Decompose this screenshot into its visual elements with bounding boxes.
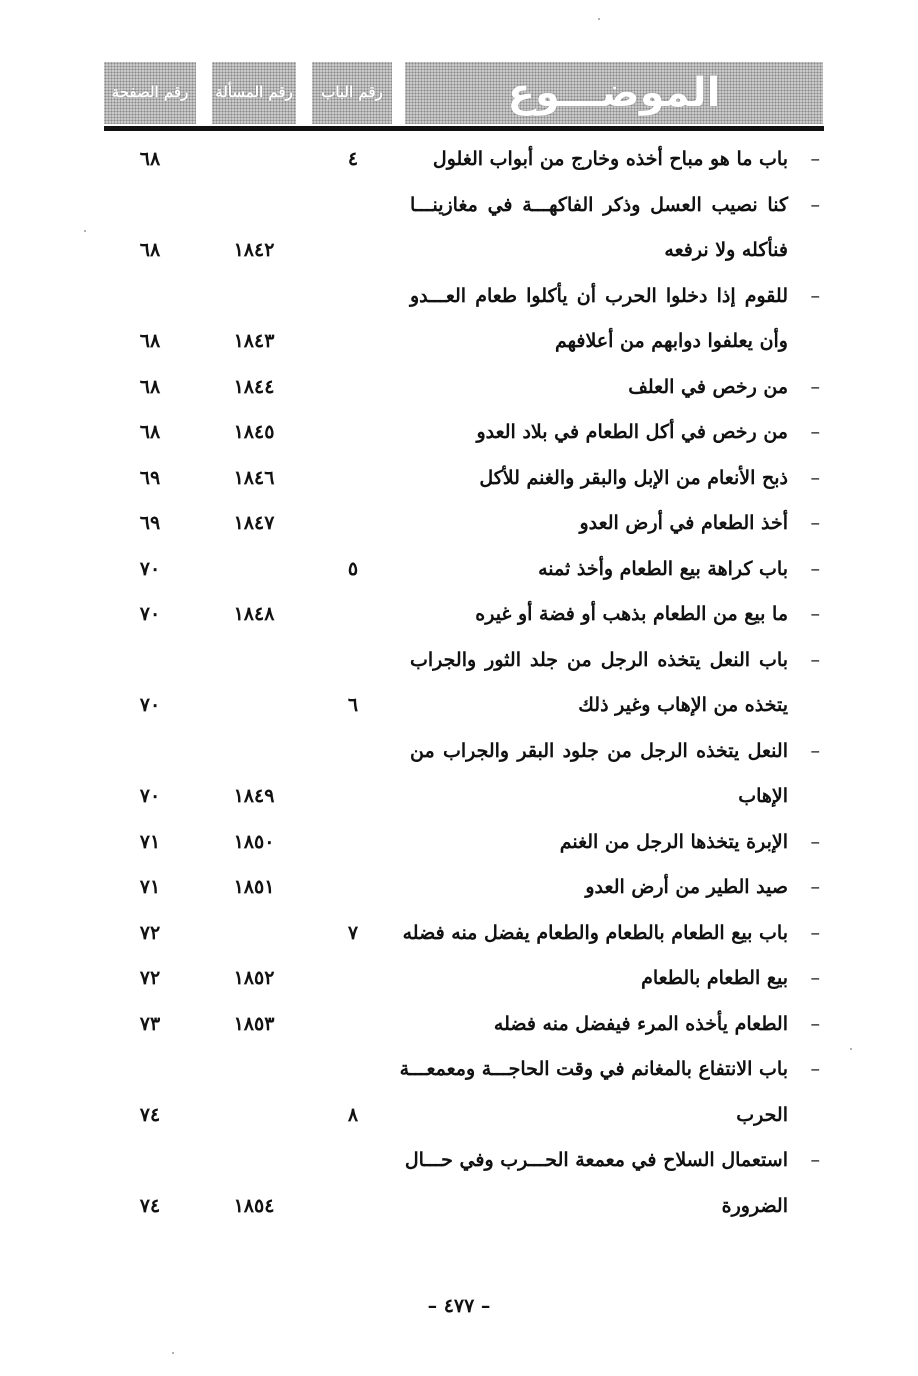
issue-number: ١٨٤٥ bbox=[233, 421, 275, 443]
chapter-number: ٦ bbox=[347, 694, 359, 716]
bullet-dash: – bbox=[810, 830, 820, 853]
topic-text: الطعام يأخذه المرء فيفضل منه فضله bbox=[493, 1012, 788, 1035]
table-row bbox=[0, 1005, 918, 1051]
page-number-cell: ٧٠ bbox=[139, 785, 161, 807]
topic-text: الإهاب bbox=[738, 785, 788, 807]
bullet-dash: – bbox=[810, 375, 820, 398]
page-number-cell: ٦٨ bbox=[139, 330, 161, 352]
bullet-dash: – bbox=[810, 967, 820, 989]
page-number-cell: ٧٠ bbox=[139, 557, 161, 580]
issue-number: ١٨٥٢ bbox=[233, 967, 275, 989]
bullet-dash: – bbox=[810, 921, 820, 944]
table-row bbox=[0, 459, 918, 505]
table-row bbox=[0, 1187, 918, 1233]
page-number-cell: ٧٠ bbox=[139, 694, 161, 716]
page-number-cell: ٦٩ bbox=[139, 466, 161, 489]
page-number-cell: ٧١ bbox=[139, 876, 161, 898]
bullet-dash: – bbox=[810, 421, 820, 443]
scan-speck bbox=[172, 1352, 174, 1354]
topic-text: صيد الطير من أرض العدو bbox=[585, 876, 788, 898]
page-number-cell: ٧١ bbox=[139, 830, 161, 853]
table-row bbox=[0, 1096, 918, 1142]
issue-number: ١٨٤٤ bbox=[233, 375, 275, 398]
page-number-cell: ٧٤ bbox=[139, 1194, 161, 1217]
issue-number: ١٨٤٣ bbox=[233, 330, 275, 352]
topic-text: باب كراهة بيع الطعام وأخذ ثمنه bbox=[538, 557, 788, 580]
page-number-cell: ٦٨ bbox=[139, 239, 161, 261]
bullet-dash: – bbox=[810, 512, 820, 534]
page-number-cell: ٦٨ bbox=[139, 375, 161, 398]
table-row bbox=[0, 823, 918, 869]
scan-speck bbox=[850, 1048, 852, 1050]
issue-number: ١٨٤٧ bbox=[233, 512, 275, 534]
topic-text: من رخص في العلف bbox=[628, 375, 788, 398]
table-row bbox=[0, 413, 918, 459]
topic-text: باب بيع الطعام بالطعام والطعام يفضل منه فضله bbox=[402, 921, 788, 944]
issue-number: ١٨٤٢ bbox=[233, 239, 275, 261]
topic-text: وأن يعلفوا دوابهم من أعلافهم bbox=[554, 330, 788, 352]
scan-speck bbox=[598, 18, 600, 20]
table-row bbox=[0, 550, 918, 596]
chapter-number: ٨ bbox=[347, 1103, 359, 1126]
issue-number: ١٨٤٨ bbox=[233, 603, 275, 625]
table-row bbox=[0, 641, 918, 687]
issue-number: ١٨٥٤ bbox=[233, 1194, 275, 1217]
topic-text: الضرورة bbox=[721, 1194, 788, 1217]
bullet-dash: – bbox=[810, 466, 820, 489]
bullet-dash: – bbox=[810, 1012, 820, 1035]
bullet-dash: – bbox=[810, 284, 820, 307]
bullet-dash: – bbox=[810, 1058, 820, 1080]
table-row bbox=[0, 777, 918, 823]
table-row bbox=[0, 504, 918, 550]
issue-number: ١٨٥١ bbox=[233, 876, 275, 898]
page-number-cell: ٧٠ bbox=[139, 603, 161, 625]
topic-text: باب الانتفاع بالمغانم في وقت الحاجـــة ومعمعـــة bbox=[399, 1058, 788, 1080]
bullet-dash: – bbox=[810, 1149, 820, 1171]
header-topic: الموضـــوع bbox=[405, 62, 823, 124]
topic-text: يتخذه من الإهاب وغير ذلك bbox=[578, 694, 788, 716]
issue-number: ١٨٤٩ bbox=[233, 785, 275, 807]
topic-text: بيع الطعام بالطعام bbox=[641, 967, 788, 989]
topic-text: استعمال السلاح في معمعة الحـــرب وفي حـــال bbox=[404, 1149, 788, 1171]
table-row bbox=[0, 1050, 918, 1096]
issue-number: ١٨٥٠ bbox=[233, 830, 275, 853]
topic-text: أخذ الطعام في أرض العدو bbox=[579, 512, 788, 534]
table-row bbox=[0, 595, 918, 641]
bullet-dash: – bbox=[810, 648, 820, 671]
bullet-dash: – bbox=[810, 603, 820, 625]
table-row bbox=[0, 868, 918, 914]
header-underline bbox=[104, 126, 824, 131]
page-number-cell: ٦٩ bbox=[139, 512, 161, 534]
table-row bbox=[0, 140, 918, 186]
topic-text: ذبح الأنعام من الإبل والبقر والغنم للأكل bbox=[479, 466, 788, 489]
topic-text: باب ما هو مباح أخذه وخارج من أبواب الغلول bbox=[432, 148, 788, 170]
topic-text: الإبرة يتخذها الرجل من الغنم bbox=[559, 830, 788, 853]
header-page-number: رقم الصفحة bbox=[104, 62, 196, 124]
table-row bbox=[0, 277, 918, 323]
page-number-cell: ٧٢ bbox=[139, 967, 161, 989]
page-number-cell: ٦٨ bbox=[139, 421, 161, 443]
page-number-cell: ٦٨ bbox=[139, 148, 161, 170]
issue-number: ١٨٤٦ bbox=[233, 466, 275, 489]
table-row bbox=[0, 686, 918, 732]
table-row bbox=[0, 186, 918, 232]
header-chapter-number: رقم الباب bbox=[312, 62, 392, 124]
topic-text: من رخص في أكل الطعام في بلاد العدو bbox=[476, 421, 788, 443]
chapter-number: ٥ bbox=[347, 557, 359, 580]
table-row bbox=[0, 732, 918, 778]
table-row bbox=[0, 322, 918, 368]
footer-page-number: – ٤٧٧ – bbox=[427, 1295, 491, 1317]
topic-text: للقوم إذا دخلوا الحرب أن يأكلوا طعام العـــدو bbox=[410, 284, 788, 307]
chapter-number: ٤ bbox=[347, 148, 359, 170]
topic-text: فنأكله ولا نرفعه bbox=[664, 239, 788, 261]
scan-speck bbox=[84, 230, 86, 232]
table-row bbox=[0, 959, 918, 1005]
bullet-dash: – bbox=[810, 148, 820, 170]
topic-text: ما بيع من الطعام بذهب أو فضة أو غيره bbox=[475, 603, 788, 625]
table-row bbox=[0, 914, 918, 960]
bullet-dash: – bbox=[810, 876, 820, 898]
topic-text: النعل يتخذه الرجل من جلود البقر والجراب من bbox=[410, 739, 788, 762]
bullet-dash: – bbox=[810, 739, 820, 762]
index-table bbox=[0, 140, 918, 1232]
table-row bbox=[0, 368, 918, 414]
topic-text: كنا نصيب العسل وذكر الفاكهـــة في مغازينـــا bbox=[410, 193, 788, 216]
header-issue-number: رقم المسألة bbox=[212, 62, 296, 124]
table-row bbox=[0, 231, 918, 277]
page-number-cell: ٧٣ bbox=[139, 1012, 161, 1035]
page-number-cell: ٧٢ bbox=[139, 921, 161, 944]
table-row bbox=[0, 1141, 918, 1187]
page-number-cell: ٧٤ bbox=[139, 1103, 161, 1126]
issue-number: ١٨٥٣ bbox=[233, 1012, 275, 1035]
topic-text: الحرب bbox=[736, 1103, 788, 1126]
bullet-dash: – bbox=[810, 193, 820, 216]
chapter-number: ٧ bbox=[347, 921, 359, 944]
topic-text: باب النعل يتخذه الرجل من جلد الثور والجراب bbox=[410, 648, 788, 671]
bullet-dash: – bbox=[810, 557, 820, 580]
